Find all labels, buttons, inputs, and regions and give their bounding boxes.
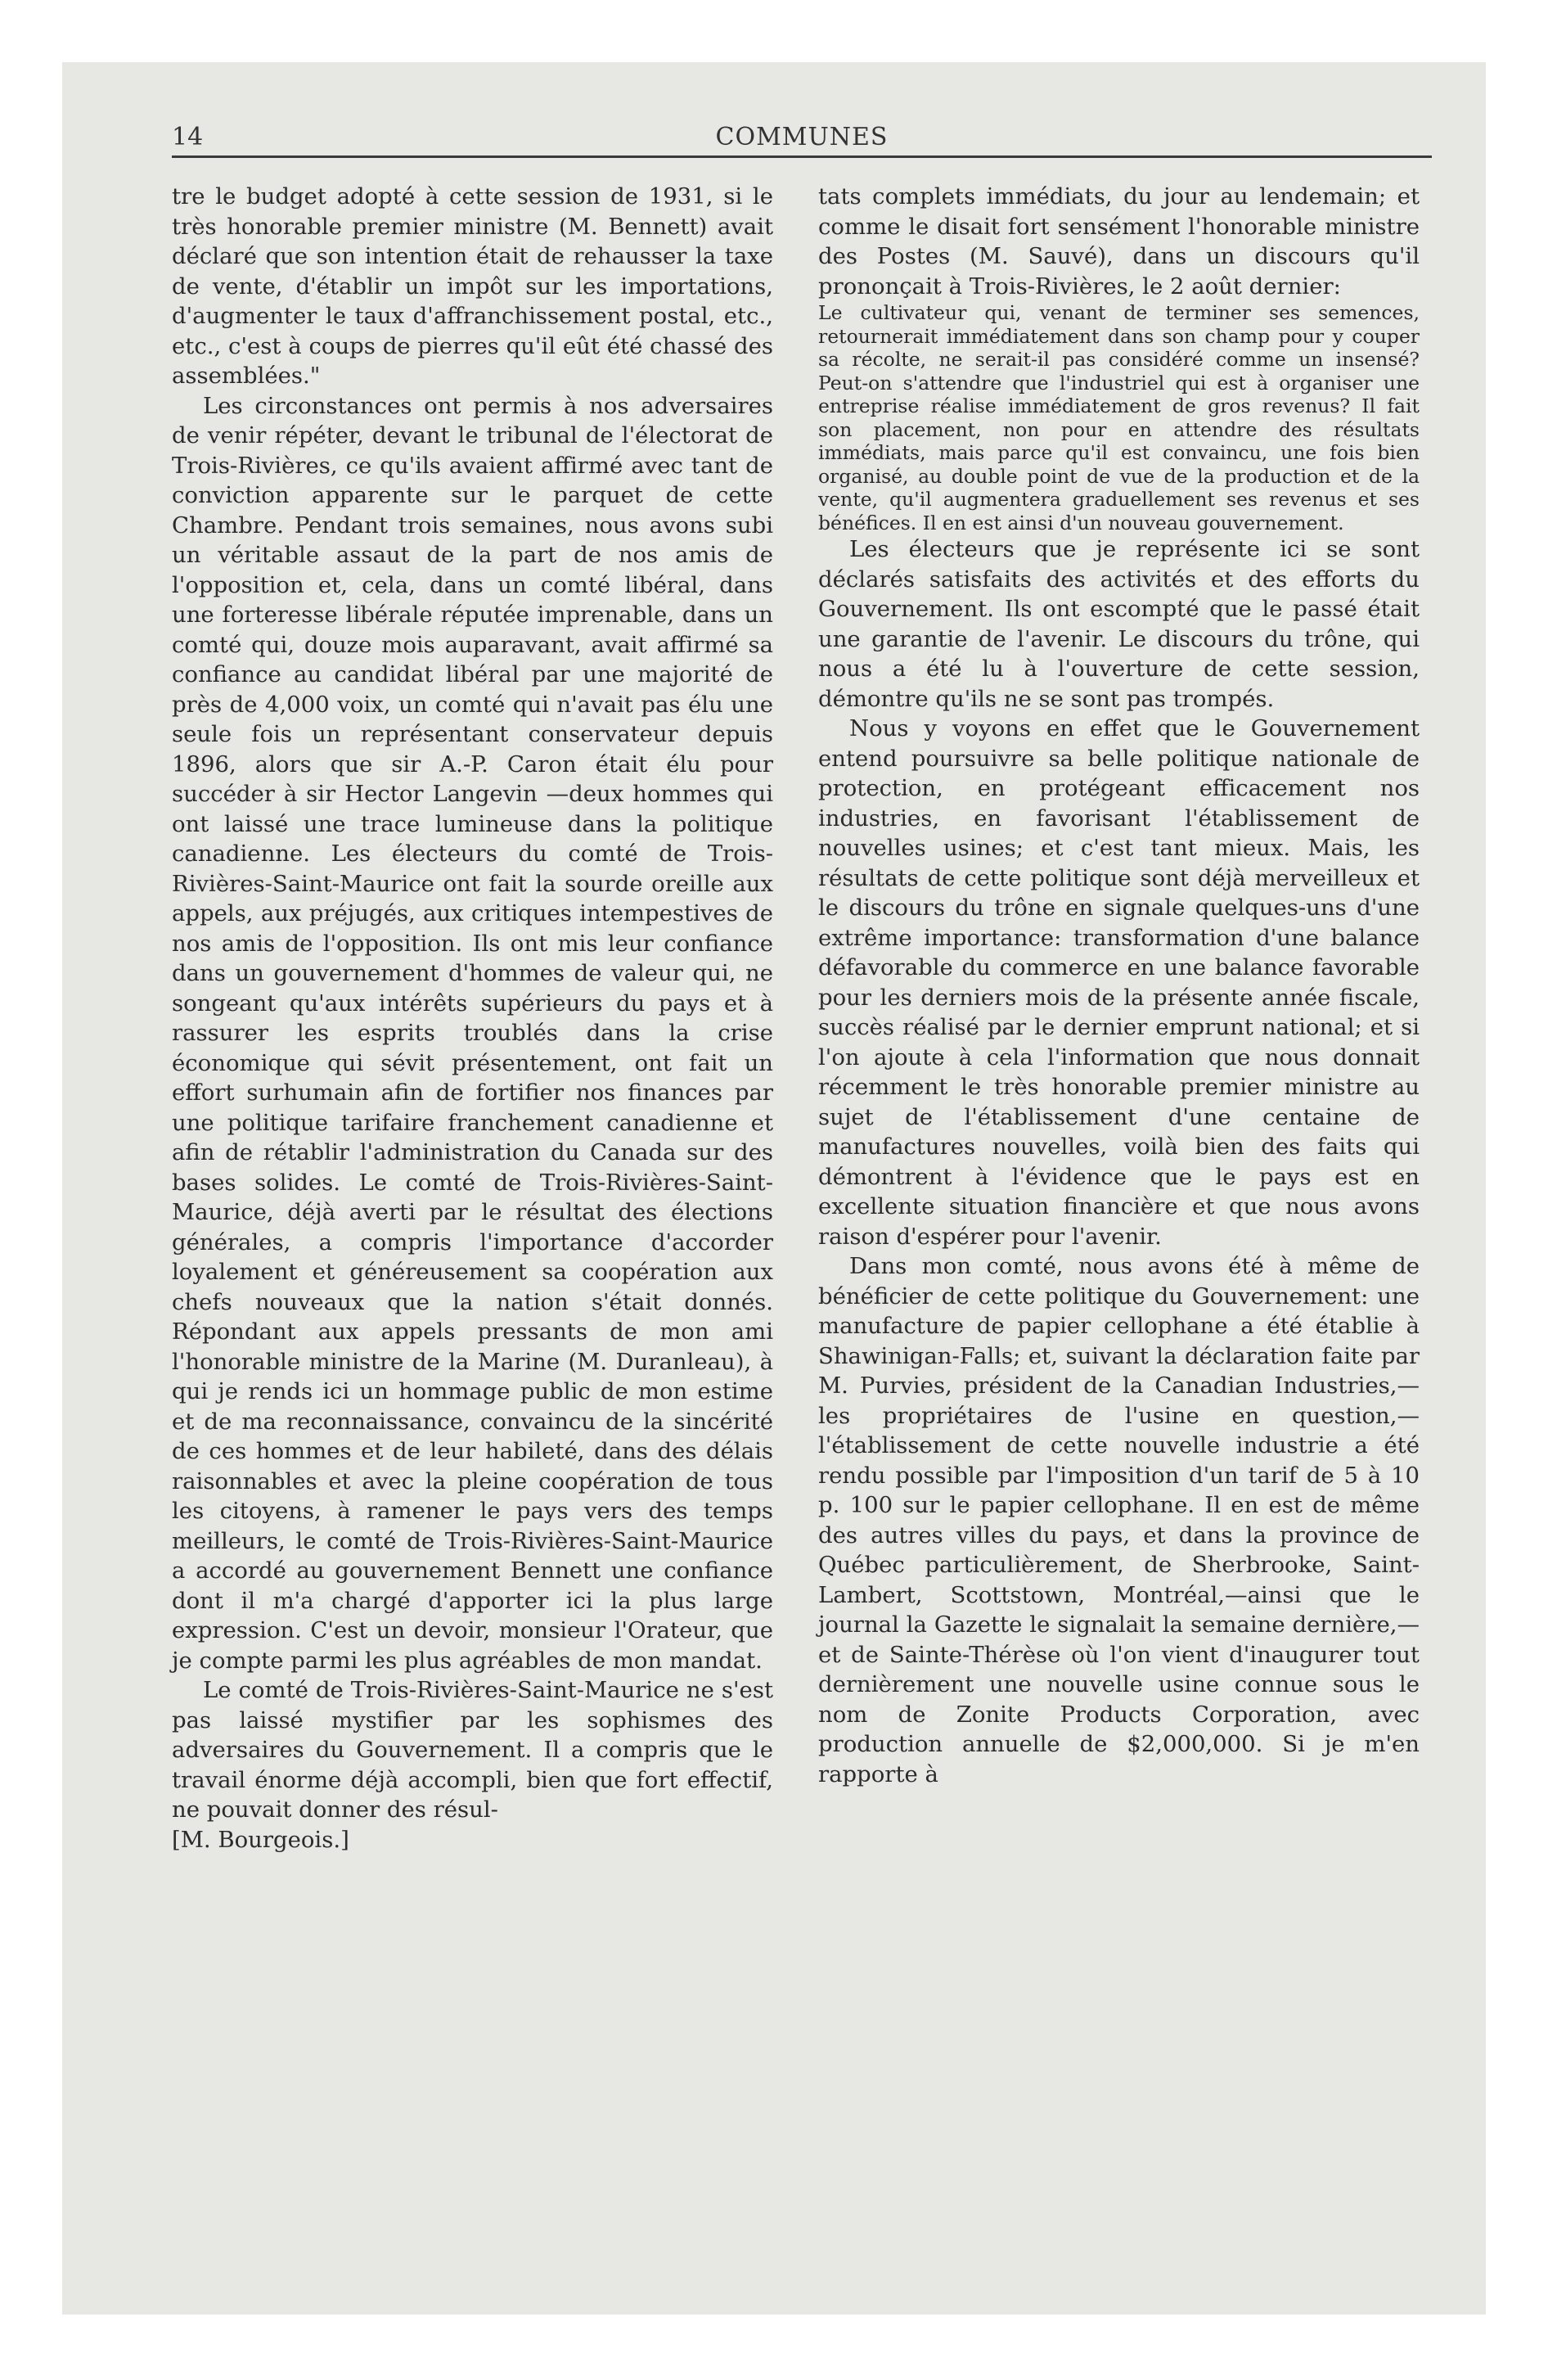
running-title: COMMUNES: [715, 123, 889, 151]
speaker-attribution: [M. Bourgeois.]: [172, 1826, 349, 1853]
running-head: [172, 123, 1432, 156]
right-paragraph-intro: tats complets immédiats, du jour au lendemain; et comme le disait fort sensément l'honorable ministre des Postes (M. Sauvé), dans un discours qu'il prononçait à Trois-Rivières, le 2 août dernier:: [818, 183, 1420, 300]
right-paragraph-1: Les électeurs que je représente ici se sont déclarés satisfaits des activités et des efforts du Gouvernement. Ils ont escompté que le passé était une garantie de l'avenir. Le discours du trône, qui nous a été lu à l'ouverture de cette session, démontre qu'ils ne se sont pas trompés.: [818, 536, 1420, 712]
block-quote: Le cultivateur qui, venant de terminer ses semences, retournerait immédiatement dans son champ pour y couper sa récolte, ne serait-il pas considéré comme un insensé? Peut-on s'attendre que l'industriel qui est à organiser une entreprise réalise immédiatement de gros revenus? Il fait son placement, non pour en attendre des résultats immédiats, mais parce qu'il est convaincu, une fois bien organisé, au double point de vue de la production et de la vente, qu'il augmentera graduellement ses revenus et ses bénéfices. Il en est ainsi d'un nouveau gouvernement.: [818, 301, 1420, 534]
left-paragraph-1: tre le budget adopté à cette session de 1931, si le très honorable premier ministre (M. Bennett) avait déclaré que son intention était de rehausser la taxe de vente, d'établir un impôt sur les importations, d'augmenter le taux d'affranchissement postal, etc., etc., c'est à coups de pierres qu'il eût été chassé des assemblées.": [172, 183, 773, 389]
left-column: [172, 182, 773, 1855]
left-paragraph-2: Les circonstances ont permis à nos adversaires de venir répéter, devant le tribunal de l'électorat de Trois-Rivières, ce qu'ils avaient affirmé avec tant de conviction apparente sur le parquet de cette Chambre. Pendant trois semaines, nous avons subi un véritable assaut de la part de nos amis de l'opposition et, cela, dans un comté libéral, dans une forteresse libérale réputée imprenable, dans un comté qui, douze mois auparavant, avait affirmé sa confiance au candidat libéral par une majorité de près de 4,000 voix, un comté qui n'avait pas élu une seule fois un représentant conservateur depuis 1896, alors que sir A.-P. Caron était élu pour succéder à sir Hector Langevin —deux hommes qui ont laissé une trace lumineuse dans la politique canadienne. Les électeurs du comté de Trois-Rivières-Saint-Maurice ont fait la sourde oreille aux appels, aux préjugés, aux critiques intempestives de nos amis de l'opposition. Ils ont mis leur confiance dans un gouvernement d'hommes de valeur qui, ne songeant qu'aux intérêts supérieurs du pays et à rassurer les esprits troublés dans la crise économique qui sévit présentement, ont fait un effort surhumain afin de fortifier nos finances par une politique tarifaire franchement canadienne et afin de rétablir l'administration du Canada sur des bases solides. Le comté de Trois-Rivières-Saint-Maurice, déjà averti par le résultat des élections générales, a compris l'importance d'accorder loyalement et généreusement sa coopération aux chefs nouveaux que la nation s'était donnés. Répondant aux appels pressants de mon ami l'honorable ministre de la Marine (M. Duranleau), à qui je rends ici un hommage public de mon estime et de ma reconnaissance, convaincu de la sincérité de ces hommes et de leur habileté, dans des délais raisonnables et avec la pleine coopération de tous les citoyens, à ramener le pays vers des temps meilleurs, le comté de Trois-Rivières-Saint-Maurice a accordé au gouvernement Bennett une confiance dont il m'a chargé d'apporter ici la plus large expression. C'est un devoir, monsieur l'Orateur, que je compte parmi les plus agréables de mon mandat.: [172, 392, 773, 1674]
right-column: [818, 182, 1420, 1789]
left-paragraph-3: Le comté de Trois-Rivières-Saint-Maurice ne s'est pas laissé mystifier par les sophismes des adversaires du Gouvernement. Il a compris que le travail énorme déjà accompli, bien que fort effectif, ne pouvait donner des résul-: [172, 1677, 773, 1823]
right-paragraph-3: Dans mon comté, nous avons été à même de bénéficier de cette politique du Gouvernement: une manufacture de papier cellophane a été établie à Shawinigan-Falls; et, suivant la déclaration faite par M. Purvies, président de la Canadian Industries,—les propriétaires de l'usine en question,—l'établissement de cette nouvelle industrie a été rendu possible par l'imposition d'un tarif de 5 à 10 p. 100 sur le papier cellophane. Il en est de même des autres villes du pays, et dans la province de Québec particulièrement, de Sherbrooke, Saint-Lambert, Scottstown, Montréal,—ainsi que le journal la Gazette le signalait la semaine dernière,—et de Sainte-Thérèse où l'on vient d'inaugurer tout dernièrement une nouvelle usine connue sous le nom de Zonite Products Corporation, avec production annuelle de $2,000,000. Si je m'en rapporte à: [818, 1253, 1420, 1787]
right-paragraph-2: Nous y voyons en effet que le Gouvernement entend poursuivre sa belle politique nationale de protection, en protégeant efficacement nos industries, en favorisant l'établissement de nouvelles usines; et c'est tant mieux. Mais, les résultats de cette politique sont déjà merveilleux et le discours du trône en signale quelques-uns d'une extrême importance: transformation d'une balance défavorable du commerce en une balance favorable pour les derniers mois de la présente année fiscale, succès réalisé par le dernier emprunt national; et si l'on ajoute à cela l'information que nous donnait récemment le très honorable premier ministre au sujet de l'établissement d'une centaine de manufactures nouvelles, voilà bien des faits qui démontrent à l'évidence que le pays est en excellente situation financière et que nous avons raison d'espérer pour l'avenir.: [818, 715, 1420, 1250]
header-rule: [172, 156, 1432, 158]
page-number: 14: [172, 123, 204, 151]
